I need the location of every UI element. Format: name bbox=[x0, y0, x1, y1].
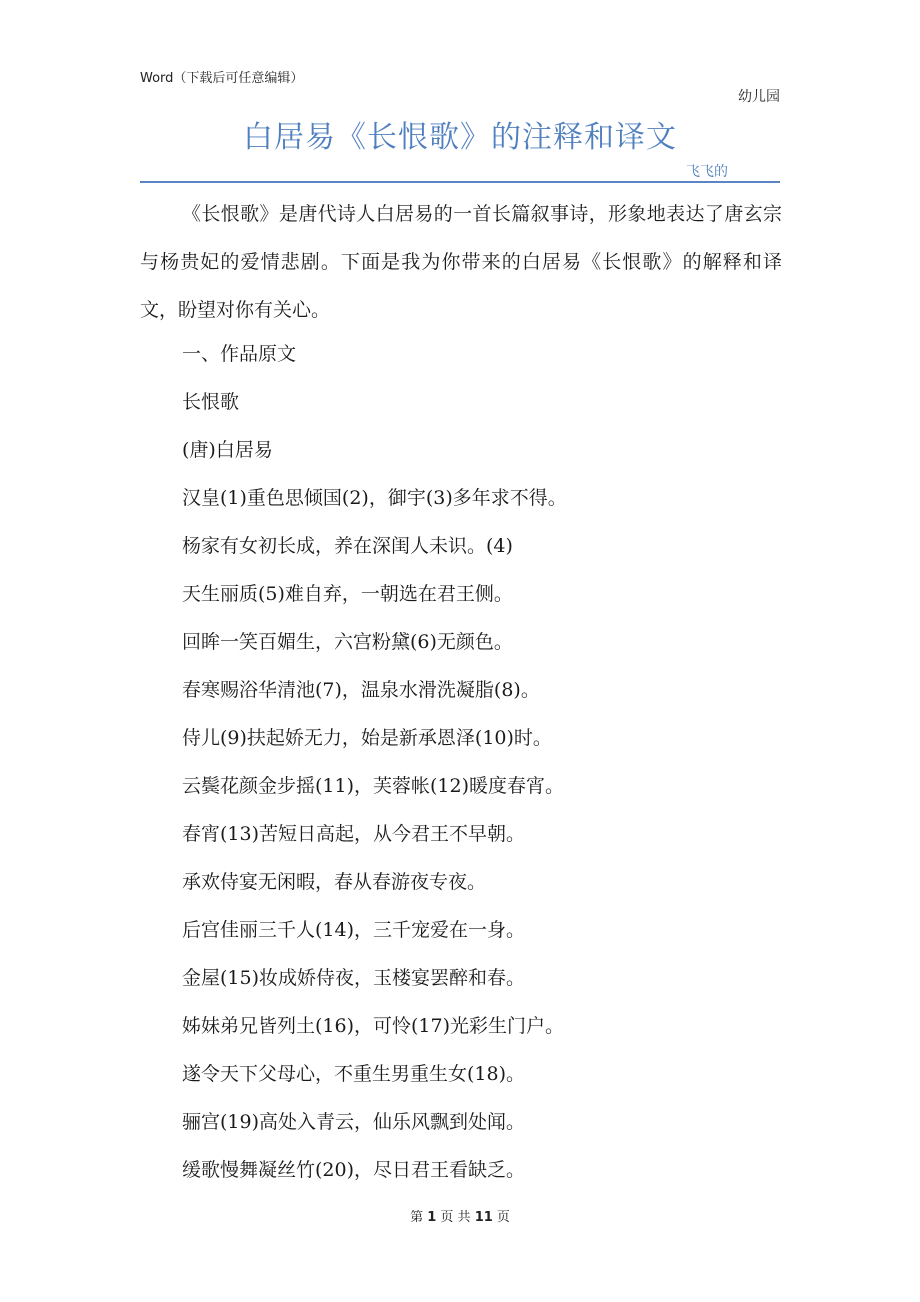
poem-line: 后宫佳丽三千人(14)，三千宠爱在一身。 bbox=[182, 919, 526, 941]
poem-line: 天生丽质(5)难自弃，一朝选在君王侧。 bbox=[182, 583, 513, 605]
header-note: Word（下载后可任意编辑） bbox=[140, 71, 304, 86]
footer-prefix: 第 bbox=[410, 1210, 424, 1225]
poem-lines bbox=[182, 330, 567, 1194]
footer-page-number: 1 bbox=[427, 1210, 437, 1225]
poem-line: 金屋(15)妆成娇侍夜，玉楼宴罢醉和春。 bbox=[182, 967, 526, 989]
title-divider bbox=[140, 181, 780, 183]
poem-line: 承欢侍宴无闲暇，春从春游夜专夜。 bbox=[182, 871, 487, 893]
poem-line: 缓歌慢舞凝丝竹(20)，尽日君王看缺乏。 bbox=[182, 1159, 526, 1181]
intro-paragraph: 《长恨歌》是唐代诗人白居易的一首长篇叙事诗，形象地表达了唐玄宗与杨贵妃的爱情悲剧。下面是我为你带来的白居易《长恨歌》的解释和译文，盼望对你有关心。 bbox=[140, 203, 782, 321]
poem-line: 姊妹弟兄皆列土(16)，可怜(17)光彩生门户。 bbox=[182, 1015, 565, 1037]
poem-line: 侍儿(9)扶起娇无力，始是新承恩泽(10)时。 bbox=[182, 727, 552, 749]
poem-line: 骊宫(19)高处入青云，仙乐风飘到处闻。 bbox=[182, 1111, 526, 1133]
poem-line: 汉皇(1)重色思倾国(2)，御宇(3)多年求不得。 bbox=[182, 487, 567, 509]
footer-middle: 页 共 bbox=[440, 1210, 471, 1225]
poem-line: 杨家有女初长成，养在深闺人未识。(4) bbox=[182, 535, 513, 557]
document-author: 飞飞的 bbox=[686, 164, 728, 180]
footer-total-pages: 11 bbox=[474, 1210, 493, 1225]
poem-line: 回眸一笑百媚生，六宫粉黛(6)无颜色。 bbox=[182, 631, 513, 653]
footer-suffix: 页 bbox=[496, 1210, 510, 1225]
header-category: 幼儿园 bbox=[738, 89, 780, 105]
poem-line: 遂令天下父母心，不重生男重生女(18)。 bbox=[182, 1063, 526, 1085]
poem-line: 云鬓花颜金步摇(11)，芙蓉帐(12)暖度春宵。 bbox=[182, 775, 565, 797]
poem-author: (唐)白居易 bbox=[182, 439, 273, 461]
page-footer bbox=[0, 1206, 920, 1225]
document-title: 白居易《长恨歌》的注释和译文 bbox=[243, 120, 677, 155]
poem-line: 春寒赐浴华清池(7)，温泉水滑洗凝脂(8)。 bbox=[182, 679, 540, 701]
section-heading: 一、作品原文 bbox=[182, 343, 297, 365]
poem-line: 春宵(13)苦短日高起，从今君王不早朝。 bbox=[182, 823, 526, 845]
poem-title: 长恨歌 bbox=[182, 391, 240, 413]
